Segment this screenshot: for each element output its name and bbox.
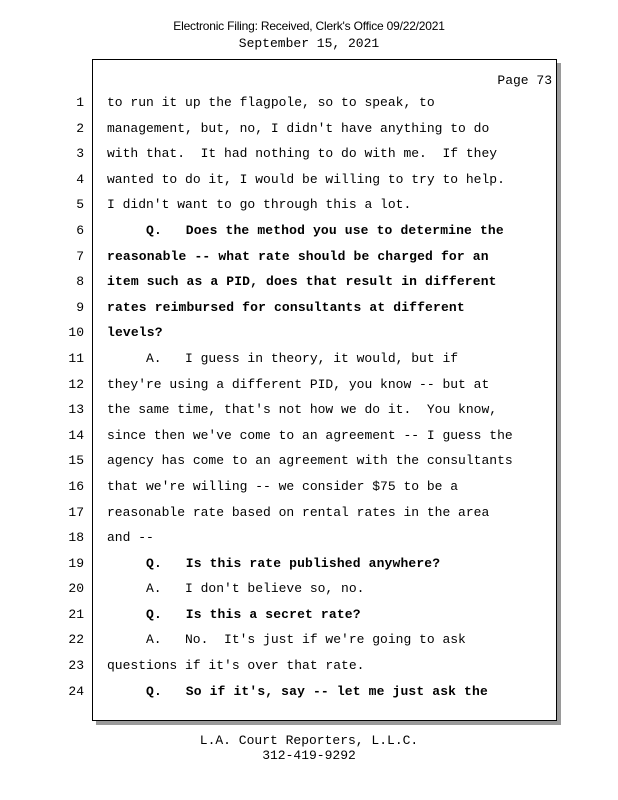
question-text: item such as a PID, does that result in different: [107, 274, 497, 290]
line-number: 15: [68, 453, 84, 469]
transcript-line: [0, 551, 618, 577]
line-number: 23: [68, 658, 84, 674]
transcript-line: [0, 116, 618, 142]
transcript-line: [0, 500, 618, 526]
line-text: since then we've come to an agreement -- I guess the: [107, 427, 513, 443]
line-number: 24: [68, 683, 84, 699]
reporter-footer: [0, 733, 618, 763]
line-number: 17: [68, 504, 84, 520]
transcript-body: [0, 90, 618, 704]
page-number: Page 73: [497, 73, 552, 88]
reporter-phone: 312-419-9292: [262, 748, 356, 763]
transcript-line: [0, 397, 618, 423]
transcript-line: [0, 525, 618, 551]
transcript-line: [0, 474, 618, 500]
transcript-line: [0, 295, 618, 321]
transcript-line: [0, 423, 618, 449]
line-number: 7: [76, 248, 84, 264]
line-text: wanted to do it, I would be willing to try to help.: [107, 171, 505, 187]
line-number: 10: [68, 325, 84, 341]
transcript-line: [0, 448, 618, 474]
transcript-line: [0, 576, 618, 602]
transcript-line: [0, 141, 618, 167]
line-number: 19: [68, 555, 84, 571]
filing-stamp: Electronic Filing: Received, Clerk's Office 09/22/2021: [173, 19, 445, 33]
transcript-line: [0, 244, 618, 270]
line-text: and --: [107, 530, 154, 546]
answer-text: A. I guess in theory, it would, but if: [146, 350, 459, 366]
line-number: 4: [76, 171, 84, 187]
question-text: Q. Is this a secret rate?: [146, 606, 361, 622]
transcript-line: [0, 320, 618, 346]
transcript-line: [0, 167, 618, 193]
line-number: 14: [68, 427, 84, 443]
line-number: 1: [76, 95, 84, 110]
line-number: 3: [76, 146, 84, 162]
transcript-line: [0, 346, 618, 372]
transcript-line: [0, 372, 618, 398]
line-number: 12: [68, 376, 84, 392]
line-text: with that. It had nothing to do with me. If they: [107, 146, 498, 162]
question-text: Q. So if it's, say -- let me just ask the: [146, 683, 488, 699]
line-text: I didn't want to go through this a lot.: [107, 197, 412, 213]
line-number: 16: [68, 478, 84, 494]
line-number: 6: [76, 222, 84, 238]
transcript-line: [0, 269, 618, 295]
reporter-company: L.A. Court Reporters, L.L.C.: [199, 733, 419, 748]
line-text: to run it up the flagpole, so to speak, to: [107, 95, 435, 110]
answer-text: A. I don't believe so, no.: [146, 581, 365, 597]
line-text: they're using a different PID, you know -- but at: [107, 376, 490, 392]
transcript-line: [0, 90, 618, 116]
line-number: 2: [76, 120, 84, 136]
transcript-line: [0, 679, 618, 705]
line-number: 9: [76, 299, 84, 315]
line-number: 20: [68, 581, 84, 597]
question-text: rates reimbursed for consultants at different: [107, 299, 465, 315]
line-text: questions if it's over that rate.: [107, 658, 365, 674]
transcript-line: [0, 627, 618, 653]
line-text: management, but, no, I didn't have anything to do: [107, 120, 490, 136]
line-number: 11: [68, 350, 84, 366]
line-number: 13: [68, 402, 84, 418]
line-text: reasonable rate based on rental rates in the area: [107, 504, 490, 520]
question-text: levels?: [107, 325, 163, 341]
line-number: 8: [76, 274, 84, 290]
line-number: 18: [68, 530, 84, 546]
transcript-line: [0, 218, 618, 244]
question-text: Q. Is this rate published anywhere?: [146, 555, 441, 571]
deposition-date: September 15, 2021: [238, 36, 380, 51]
line-text: agency has come to an agreement with the consultants: [107, 453, 513, 469]
line-number: 5: [76, 197, 84, 213]
transcript-line: [0, 192, 618, 218]
line-text: the same time, that's not how we do it. You know,: [107, 402, 498, 418]
question-text: Q. Does the method you use to determine the: [146, 222, 504, 238]
transcript-line: [0, 602, 618, 628]
line-text: that we're willing -- we consider $75 to be a: [107, 478, 459, 494]
transcript-line: [0, 653, 618, 679]
line-number: 22: [68, 632, 84, 648]
answer-text: A. No. It's just if we're going to ask: [146, 632, 466, 648]
line-number: 21: [68, 606, 84, 622]
question-text: reasonable -- what rate should be charged for an: [107, 248, 489, 264]
